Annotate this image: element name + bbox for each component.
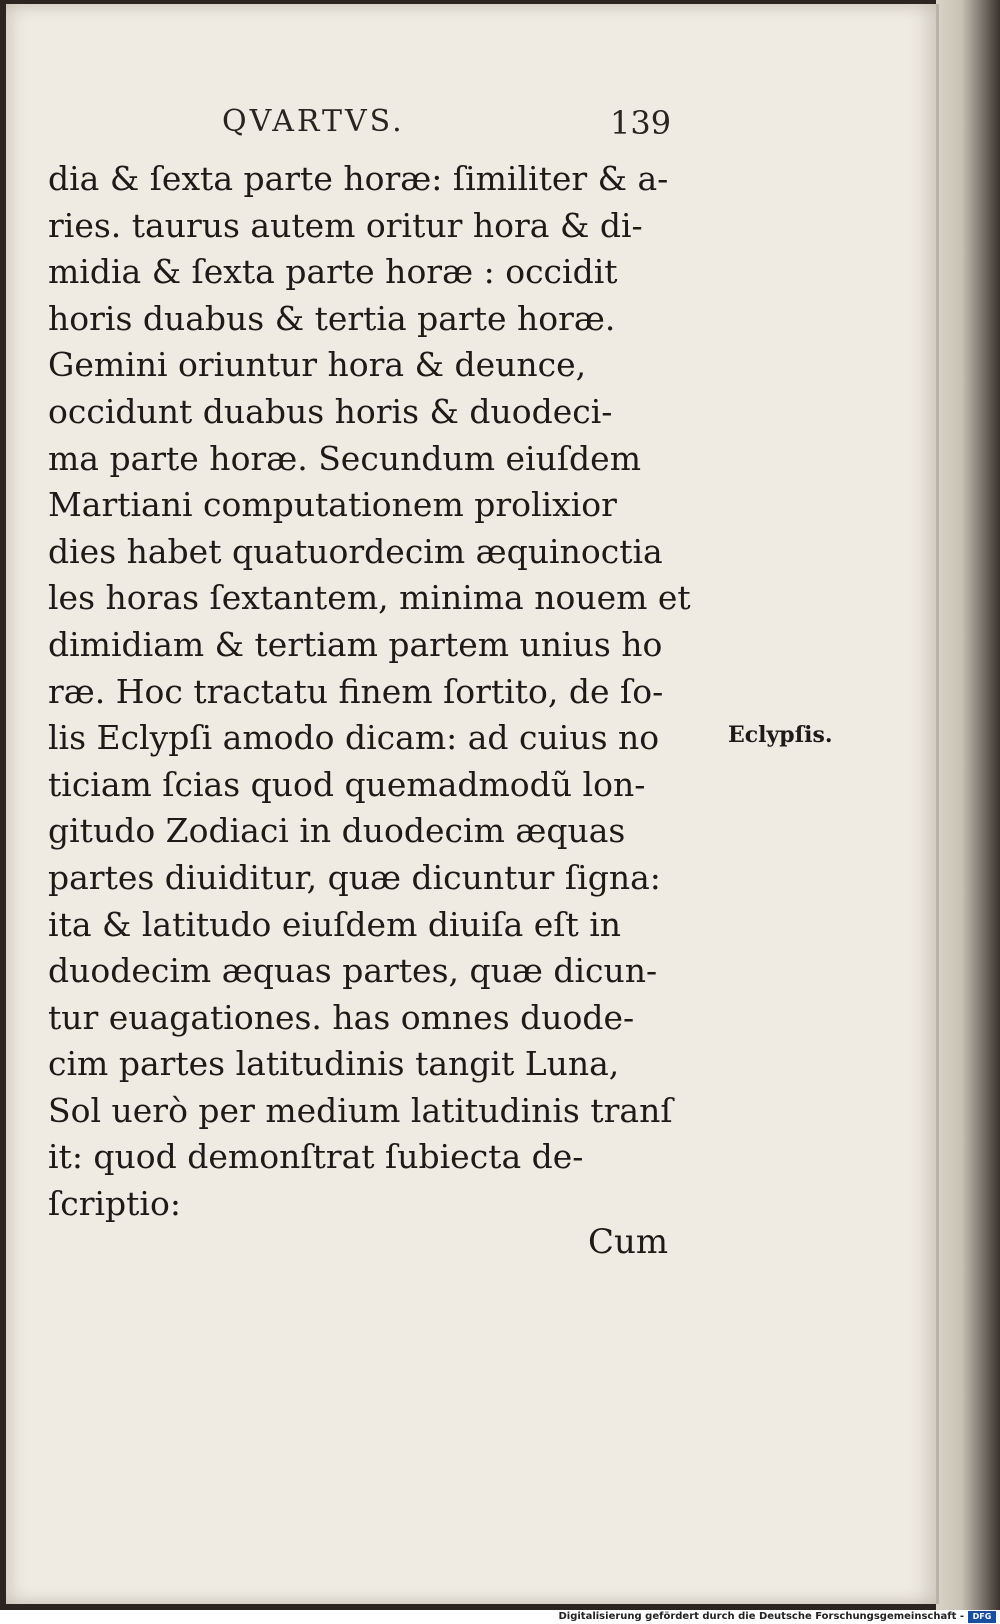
- text-line: duodecim æquas partes, quæ dicun-: [48, 951, 658, 991]
- text-line: ſcriptio:: [48, 1184, 181, 1224]
- text-line: dimidiam & tertiam partem unius ho: [48, 624, 663, 664]
- text-line: Sol uerò per medium latitudinis tranſ: [48, 1090, 673, 1130]
- marginal-note: Eclypſis.: [728, 722, 833, 748]
- footer-bar: [0, 1610, 1000, 1624]
- text-line: ræ. Hoc tractatu finem ſortito, de ſo-: [48, 671, 664, 711]
- funding-credit: Digitalisierung gefördert durch die Deutsche Forschungsgemeinschaft -: [558, 1611, 964, 1622]
- text-line: midia & ſexta parte horæ : occidit: [48, 252, 618, 292]
- text-line: ma parte horæ. Secundum eiuſdem: [48, 438, 641, 478]
- text-line: cim partes latitudinis tangit Luna,: [48, 1044, 620, 1084]
- text-line: gitudo Zodiaci in duodecim æquas: [48, 811, 626, 851]
- running-head: QVARTVS.: [222, 104, 405, 139]
- text-line: dia & ſexta parte horæ: ſimiliter & a-: [48, 159, 669, 198]
- text-line: lis Eclypſi amodo dicam: ad cuius no: [48, 718, 660, 758]
- dfg-logo-icon: DFG: [968, 1611, 996, 1623]
- body-text: [48, 156, 728, 1228]
- page-number: 139: [610, 104, 672, 142]
- text-line: dies habet quatuordecim æquinoctia: [48, 531, 663, 571]
- text-line: it: quod demonſtrat ſubiecta de-: [48, 1137, 584, 1177]
- text-line: ita & latitudo eiuſdem diuiſa eſt in: [48, 904, 622, 944]
- text-line: ries. taurus autem oritur hora & di-: [48, 205, 643, 245]
- page-edge: [936, 0, 1000, 1610]
- text-line: partes diuiditur, quæ dicuntur ſigna:: [48, 857, 661, 897]
- text-line: ticiam ſcias quod quemadmodũ lon-: [48, 764, 646, 804]
- text-line: les horas ſextantem, minima nouem et: [48, 578, 691, 618]
- text-line: horis duabus & tertia parte horæ.: [48, 298, 616, 338]
- text-line: tur euagationes. has omnes duode-: [48, 997, 635, 1037]
- text-line: Martiani computationem prolixior: [48, 485, 617, 525]
- page-header: [222, 100, 672, 150]
- text-line: occidunt duabus horis & duodeci-: [48, 391, 613, 431]
- text-line: Gemini oriuntur hora & deunce,: [48, 345, 587, 385]
- catchword: Cum: [588, 1222, 669, 1262]
